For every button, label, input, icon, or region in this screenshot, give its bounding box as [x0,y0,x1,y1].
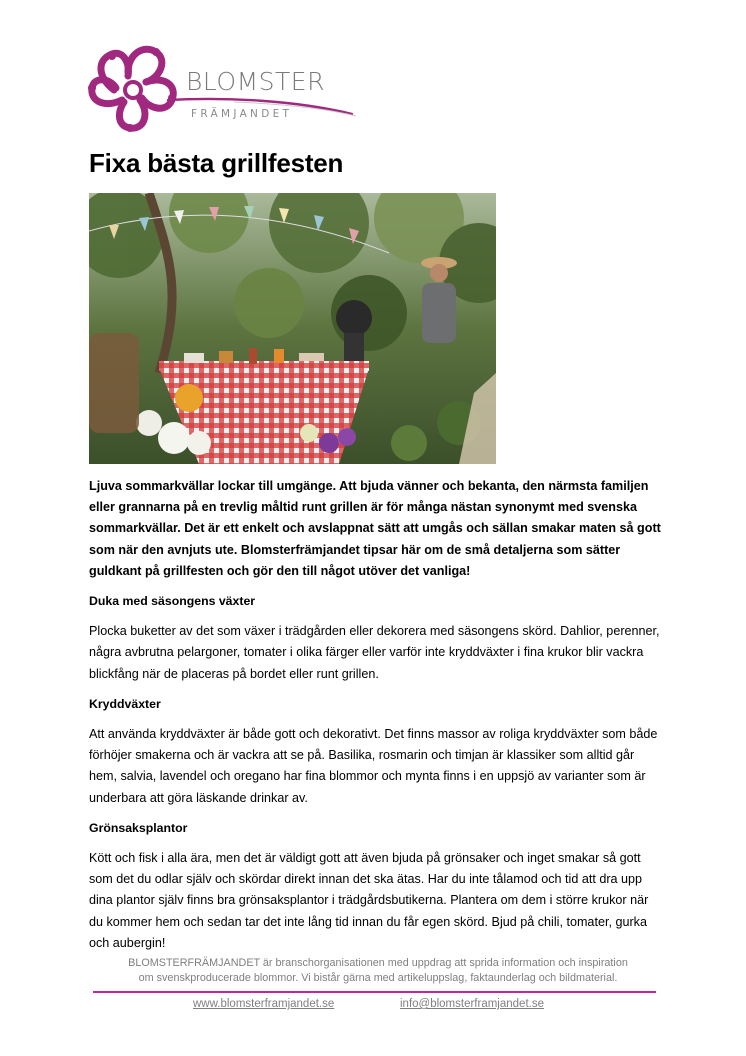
logo-subtitle: FRÄMJANDET [191,108,293,120]
photo-image [89,193,496,464]
section-paragraph: Plocka buketter av det som växer i trädgården eller dekorera med säsongens skörd. Dahlior, perenner, några avbrutna pelargoner, tomater i olika färger eller varför inte kryddväxter i fina krukor blir vackra blickfång när de placeras på bordet eller runt grillen. [89,624,660,681]
section-paragraph: Kött och fisk i alla ära, men det är väldigt gott att även bjuda på grönsaker och inget smakar så gott som det du odlar själv och skördar direkt innan det ska ätas. Har du inte tålamod och tid att dra upp dina plantor själv finns bra grönsaksplantor i trädgårdsbutikerna. Plantera om dem i större krukor när du kommer hem och sedan tar det inte lång tid innan du får egen skörd. Bjud på chili, tomater, gurka och aubergin! [89,851,649,950]
section-heading: Grönsaksplantor [89,820,188,835]
section-heading: Kryddväxter [89,696,161,711]
email-link[interactable]: info@blomsterframjandet.se [400,998,544,1010]
article-body [89,476,664,963]
lead-paragraph: Ljuva sommarkvällar lockar till umgänge. Att bjuda vänner och bekanta, den närmsta familjen eller grannarna på en trevlig måltid runt grillen är för många nästan synonymt med svenska sommarkvällar. Det är ett enkelt och avslappnat sätt att umgås och sällan smakar maten så gott som när den avnjuts ute. Blomsterfrämjandet tipsar här om de små detaljerna som sätter guldkant på grillfesten och gör den till något utöver det vanliga! [89,479,661,578]
section-heading: Duka med säsongens växter [89,594,256,609]
website-link[interactable]: www.blomsterframjandet.se [193,998,335,1010]
footer-description [93,956,663,985]
footer-line-1: BLOMSTERFRÄMJANDET är branschorganisationen med uppdrag att sprida information och inspiration [128,957,628,969]
blomsterframjandet-logo [84,42,364,138]
section-paragraph: Att använda kryddväxter är både gott och dekorativt. Det finns massor av roliga kryddväxter som både förhöjer smakerna och är vackra att se på. Basilika, rosmarin och timjan är klassiker som alltid går hem, salvia, lavendel och oregano har fina blommor och mynta finns i en uppsjö av varianter som är underbara att göra läskande drinkar av. [89,727,658,805]
garden-barbecue-photo [89,193,496,464]
page-title: Fixa bästa grillfesten [89,148,344,178]
footer-divider [93,991,656,993]
footer-line-2: om svenskproducerade blommor. Vi bistår gärna med artikeluppslag, faktaunderlag och bildmaterial. [138,971,618,984]
logo-wordmark: BLOMSTER [186,67,325,96]
